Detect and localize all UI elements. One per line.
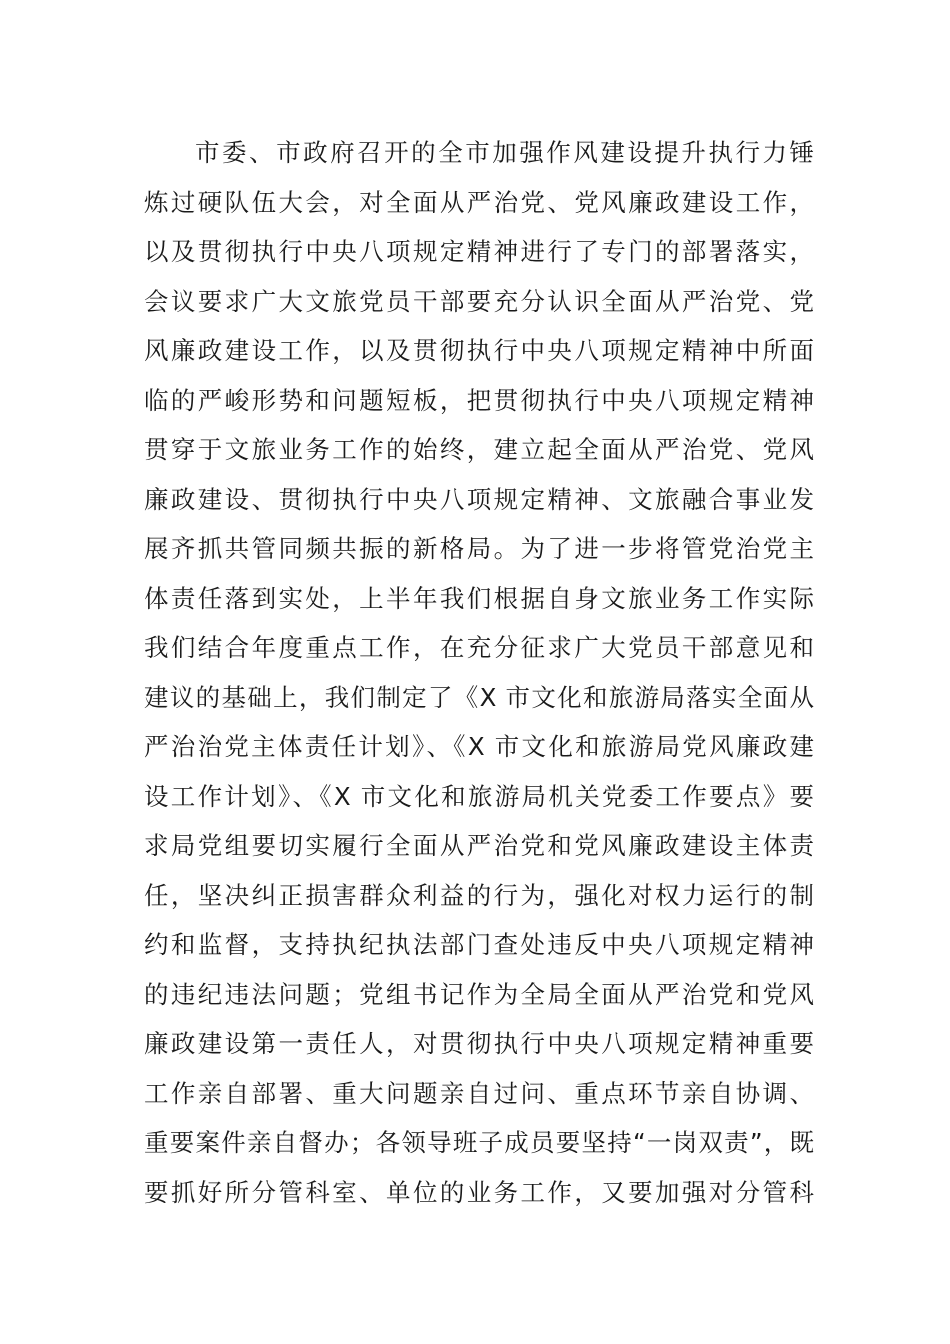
paragraph-line: 以及贯彻执行中央八项规定精神进行了专门的部署落实， (144, 237, 814, 266)
paragraph-line: 展齐抓共管同频共振的新格局。为了进一步将管党治党主 (144, 534, 814, 563)
paragraph-line: 炼过硬队伍大会，对全面从严治党、党风廉政建设工作， (144, 187, 814, 217)
paragraph-line: 设工作计划》、《X 市文化和旅游局机关党委工作要点》要 (144, 781, 814, 811)
paragraph-line: 会议要求广大文旅党员干部要充分认识全面从严治党、党 (144, 286, 814, 316)
paragraph-line: 约和监督，支持执纪执法部门查处违反中央八项规定精神 (144, 930, 814, 959)
paragraph-line: 建议的基础上，我们制定了《X 市文化和旅游局落实全面从 (144, 682, 814, 712)
paragraph-line: 临的严峻形势和问题短板，把贯彻执行中央八项规定精神 (144, 385, 814, 415)
paragraph-line: 风廉政建设工作，以及贯彻执行中央八项规定精神中所面 (144, 336, 814, 365)
paragraph-line: 重要案件亲自督办；各领导班子成员要坚持“一岗双责”，既 (144, 1128, 814, 1157)
paragraph-line: 我们结合年度重点工作，在充分征求广大党员干部意见和 (144, 633, 814, 662)
paragraph-line: 廉政建设第一责任人，对贯彻执行中央八项规定精神重要 (144, 1029, 814, 1058)
paragraph-line: 的违纪违法问题；党组书记作为全局全面从严治党和党风 (144, 979, 814, 1009)
body-paragraph (144, 128, 814, 1217)
paragraph-line: 市委、市政府召开的全市加强作风建设提升执行力锤 (195, 138, 814, 167)
paragraph-line: 要抓好所分管科室、单位的业务工作，又要加强对分管科 (144, 1177, 814, 1207)
paragraph-line: 严治治党主体责任计划》、《X 市文化和旅游局党风廉政建 (144, 732, 814, 761)
paragraph-line: 工作亲自部署、重大问题亲自过问、重点环节亲自协调、 (144, 1078, 814, 1108)
paragraph-line: 体责任落到实处，上半年我们根据自身文旅业务工作实际 (144, 583, 814, 613)
paragraph-line: 贯穿于文旅业务工作的始终，建立起全面从严治党、党风 (144, 435, 814, 464)
paragraph-line: 廉政建设、贯彻执行中央八项规定精神、文旅融合事业发 (144, 484, 814, 514)
paragraph-line: 求局党组要切实履行全面从严治党和党风廉政建设主体责 (144, 831, 814, 860)
paragraph-line: 任，坚决纠正损害群众利益的行为，强化对权力运行的制 (144, 880, 814, 910)
